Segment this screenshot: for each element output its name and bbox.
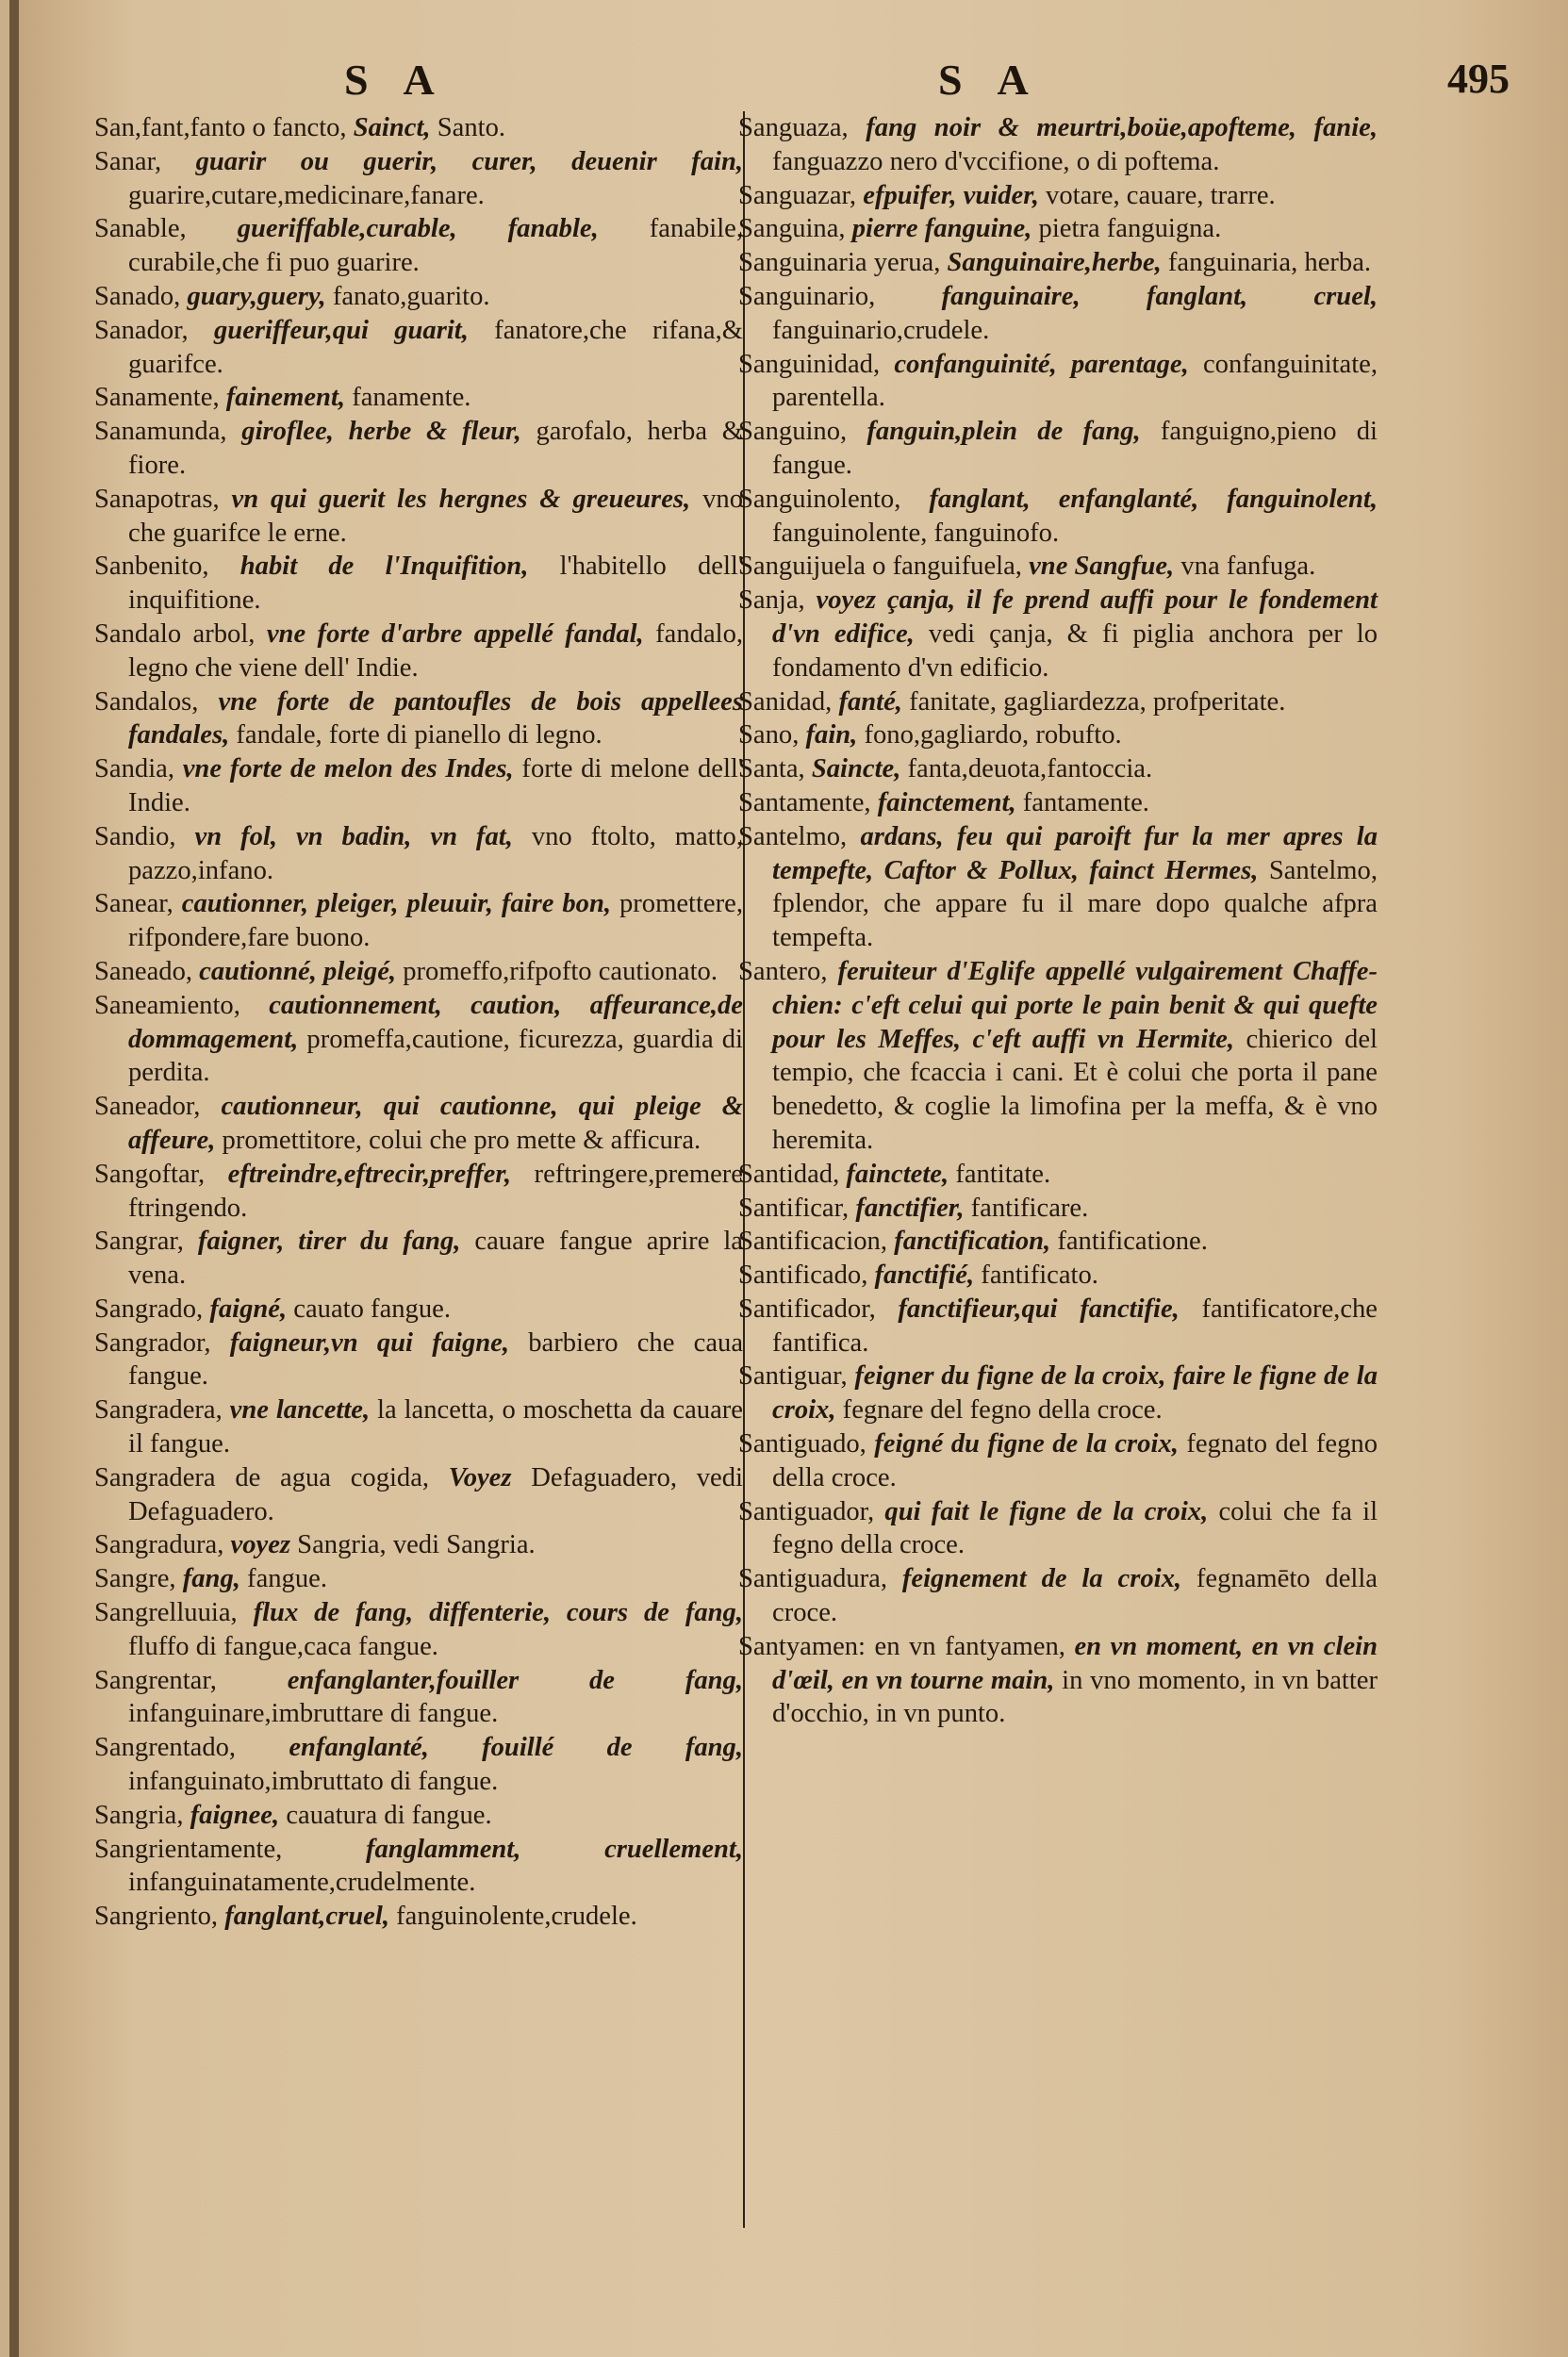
entry-french-gloss: vn qui guerit les hergnes & greueures, [231,484,691,514]
dictionary-entry [738,415,1378,483]
dictionary-entry [94,1833,743,1901]
entry-french-gloss: vne forte de melon des Indes, [182,754,514,784]
entry-headword: Santiguadura, [738,1564,888,1594]
entry-french-gloss: cautionneur, qui cautionne, qui pleige & affeure, [128,1092,744,1155]
dictionary-entry [94,314,743,382]
entry-italian-gloss: fangue. [247,1564,327,1594]
entry-french-gloss: voyez [230,1530,291,1560]
dictionary-entry [738,752,1378,786]
entry-italian-gloss: fantificatione. [1057,1227,1208,1257]
dictionary-entry [738,1495,1378,1563]
entry-italian-gloss: fanguigno,pieno di fangue. [772,417,1378,480]
entry-italian-gloss: vna fanfuga. [1180,552,1316,582]
dictionary-entry [94,111,743,145]
entry-headword: Saneador, [94,1092,201,1122]
dictionary-entry [94,1596,743,1664]
entry-italian-gloss: garofalo, herba & fiore. [128,417,743,480]
entry-headword: Saneamiento, [94,990,240,1020]
entry-headword: Sanador, [94,315,189,345]
dictionary-entry [94,381,743,415]
entry-headword: Sanguinario, [738,281,876,311]
entry-headword: Sanable, [94,214,187,244]
dictionary-entry [738,111,1378,179]
entry-headword: Sano, [738,720,800,750]
dictionary-entry [94,820,743,888]
dictionary-entry [94,1461,743,1529]
entry-french-gloss: vn fol, vn badin, vn fat, [194,821,513,851]
dictionary-entry [94,752,743,820]
entry-french-gloss: eftreindre,eftrecir,preffer, [227,1159,512,1189]
entry-french-gloss: fainctete, [846,1159,949,1189]
entry-italian-gloss: fanguinolente,crudele. [396,1902,637,1932]
entry-french-gloss: fanté, [838,686,902,717]
entry-italian-gloss: chierico del tempio, che fcaccia i cani. Et è colui che porta il pane benedetto, & coglie la limofina per la meffa, & è vno heremita. [772,1024,1378,1155]
dictionary-entry [94,1799,743,1833]
entry-italian-gloss: fanamente. [352,383,471,413]
entry-headword: Sandio, [94,821,176,851]
entry-headword: Sangrar, [94,1227,184,1257]
right-running-header: S A [938,56,1042,104]
entry-french-gloss: fanctifié, [874,1261,975,1291]
dictionary-entry [738,584,1378,684]
entry-italian-gloss: infanguinare,imbruttare di fangue. [128,1699,499,1729]
entry-headword: Saneado, [94,956,193,986]
entry-french-gloss: enfanglanté, fouillé de fang, [289,1733,743,1763]
entry-headword: Sangradera, [94,1395,223,1426]
dictionary-entry [738,483,1378,551]
entry-french-gloss: cautionnement, caution, affeurance,de dommagement, [128,990,743,1054]
dictionary-entry [94,1664,743,1732]
dictionary-entry [738,1293,1378,1360]
entry-italian-gloss: infanguinatamente,crudelmente. [128,1868,476,1898]
entry-french-gloss: fain, [805,720,858,750]
entry-headword: Santificador, [738,1294,876,1324]
entry-italian-gloss: fanguinario,crudele. [772,315,990,345]
entry-headword: Sangria, [94,1800,184,1830]
entry-italian-gloss: fanguinolente, fanguinofo. [772,518,1060,548]
dictionary-entry [738,1192,1378,1226]
entry-italian-gloss: promeffo,rifpofto cautionato. [403,956,718,986]
entry-french-gloss: fanglant,cruel, [224,1902,389,1932]
entry-french-gloss: fainement, [225,383,346,413]
entry-headword: Santa, [738,754,805,784]
entry-french-gloss: guary,guery, [187,281,326,311]
entry-french-gloss: vne lancette, [229,1395,371,1426]
entry-headword: Santificar, [738,1193,850,1223]
entry-headword: Sanja, [738,585,805,616]
dictionary-entry [738,179,1378,213]
dictionary-page [9,0,1568,2357]
dictionary-entry [738,1427,1378,1495]
dictionary-entry [738,1259,1378,1293]
entry-french-gloss: fanglant, enfanglanté, fanguinolent, [929,484,1378,514]
entry-headword: Sangradera de agua cogida, [94,1462,430,1492]
entry-french-gloss: faigné, [209,1294,288,1324]
entry-italian-gloss: fandale, forte di pianello di legno. [236,720,602,750]
dictionary-entry [738,1225,1378,1259]
dictionary-entry [94,989,743,1090]
entry-italian-gloss: fegnare del fegno della croce. [842,1395,1163,1426]
entry-headword: Sangrientamente, [94,1834,283,1864]
entry-italian-gloss: fanato,guarito. [332,281,490,311]
entry-italian-gloss: fanguazzo nero d'vccifione, o di poftema. [772,146,1220,176]
entry-headword: Sangrentar, [94,1665,217,1695]
dictionary-entry [738,786,1378,820]
entry-headword: Sangoftar, [94,1159,206,1189]
entry-headword: Sangrador, [94,1327,211,1358]
entry-italian-gloss: fantificato. [981,1261,1098,1291]
entry-italian-gloss: fantitate. [955,1159,1051,1189]
entry-headword: Santyamen: en vn fantyamen, [738,1631,1065,1661]
entry-headword: San,fant,fanto o fancto, [94,113,347,142]
dictionary-entry [94,618,743,685]
entry-headword: Sanguinidad, [738,349,881,379]
entry-italian-gloss: vno che guarifce le erne. [128,484,743,548]
entry-french-gloss: en vn moment, en vn clein d'œil, en vn tourne main, [772,1631,1378,1695]
entry-french-gloss: vne Sangfue, [1029,552,1175,582]
dictionary-entry [94,1528,743,1562]
entry-french-gloss: fanglamment, cruellement, [365,1834,743,1864]
entry-french-gloss: flux de fang, diffenterie, cours de fang, [253,1598,743,1628]
entry-headword: Sanguaza, [738,113,849,142]
dictionary-entry [738,212,1378,246]
entry-headword: Sanear, [94,889,173,919]
entry-headword: Sanado, [94,281,181,311]
entry-italian-gloss: cauare fangue aprire la vena. [128,1227,743,1291]
entry-headword: Santidad, [738,1159,840,1189]
entry-italian-gloss: vno ftolto, matto, pazzo,infano. [128,821,743,885]
entry-french-gloss: voyez çanja, il fe prend auffi pour le fondement d'vn edifice, [772,585,1378,649]
dictionary-entry [738,1158,1378,1192]
left-running-header: S A [344,56,448,104]
entry-french-gloss: fanctifier, [855,1193,965,1223]
entry-french-gloss: guarir ou guerir, curer, deuenir fain, [195,146,743,176]
dictionary-entry [94,955,743,989]
entry-italian-gloss: infanguinato,imbruttato di fangue. [128,1767,499,1797]
dictionary-entry [94,1158,743,1226]
entry-headword: Sanguino, [738,417,848,447]
dictionary-entry [94,1562,743,1596]
entry-french-gloss: feigner du figne de la croix, faire le figne de la croix, [772,1361,1378,1426]
dictionary-entry [94,483,743,551]
dictionary-entry [94,887,743,955]
entry-headword: Sangre, [94,1564,176,1594]
entry-french-gloss: faigner, tirer du fang, [197,1227,461,1257]
entry-french-gloss: gueriffeur,qui guarit, [214,315,469,345]
entry-french-gloss: fang noir & meurtri,boüe,apofteme, fanie, [866,113,1378,142]
entry-french-gloss: fanguin,plein de fang, [867,417,1141,447]
entry-headword: Sanguinolento, [738,484,901,514]
dictionary-entry [738,550,1378,584]
entry-italian-gloss: cauato fangue. [293,1294,451,1324]
entry-french-gloss: Sainct, [353,113,431,142]
entry-french-gloss: faigneur,vn qui faigne, [229,1327,510,1358]
dictionary-entry [94,1900,743,1934]
entry-french-gloss: Sanguinaire,herbe, [947,248,1162,278]
entry-french-gloss: fanctification, [894,1227,1051,1257]
entry-italian-gloss: fegnamēto della croce. [772,1564,1378,1628]
entry-italian-gloss: cauatura di fangue. [286,1800,492,1830]
entry-headword: Sanguina, [738,214,846,244]
entry-headword: Sanapotras, [94,484,220,514]
entry-french-gloss: qui fait le figne de la croix, [884,1496,1209,1526]
entry-french-gloss: cautionner, pleiger, pleuuir, faire bon, [181,889,612,919]
entry-headword: Sandalo arbol, [94,618,256,649]
entry-italian-gloss: Santelmo, fplendor, che appare fu il mare dopo qualche afpra tempefta. [772,855,1378,953]
entry-italian-gloss: colui che fa il fegno della croce. [772,1496,1378,1560]
entry-italian-gloss: fantificatore,che fantifica. [772,1294,1378,1358]
dictionary-entry [94,1293,743,1327]
entry-french-gloss: feigné du figne de la croix, [874,1429,1179,1459]
entry-french-gloss: feignement de la croix, [901,1564,1182,1594]
dictionary-entry [738,955,1378,1158]
entry-italian-gloss: Defaguadero, vedi Defaguadero. [128,1462,743,1526]
entry-italian-gloss: reftringere,premere ftringendo. [128,1159,743,1223]
dictionary-entry [738,348,1378,416]
dictionary-entry [94,145,743,213]
entry-italian-gloss: fono,gagliardo, robufto. [864,720,1122,750]
entry-headword: Sanguijuela o fanguifuela, [738,552,1022,582]
entry-headword: Sangriento, [94,1902,219,1932]
entry-headword: Santiguado, [738,1429,867,1459]
entry-italian-gloss: barbiero che caua fangue. [128,1327,744,1392]
entry-italian-gloss: fantificare. [970,1193,1089,1223]
entry-headword: Sanamente, [94,383,220,413]
entry-headword: Santiguar, [738,1361,848,1392]
entry-italian-gloss: in vno momento, in vn batter d'occhio, in vn punto. [772,1665,1378,1729]
left-column [94,111,743,1934]
dictionary-entry [738,820,1378,955]
entry-french-gloss: confanguinité, parentage, [894,349,1189,379]
entry-headword: Sangrelluuia, [94,1598,238,1628]
dictionary-entry [94,280,743,314]
entry-italian-gloss: fanta,deuota,fantoccia. [907,754,1153,784]
entry-italian-gloss: promettere, rifpondere,fare buono. [128,889,743,953]
entry-headword: Sangradura, [94,1530,224,1560]
entry-french-gloss: pierre fanguine, [851,214,1032,244]
entry-italian-gloss: pietra fanguigna. [1038,214,1222,244]
entry-headword: Sandia, [94,754,174,784]
entry-french-gloss: enfanglanter,fouiller de fang, [287,1665,743,1695]
dictionary-entry [94,1731,743,1799]
entry-headword: Sanidad, [738,686,833,717]
entry-headword: Santamente, [738,787,871,817]
entry-italian-gloss: fanitate, gagliardezza, profperitate. [909,686,1286,717]
dictionary-entry [738,685,1378,719]
dictionary-entry [738,1360,1378,1427]
entry-headword: Santificado, [738,1261,868,1291]
entry-italian-gloss: vedi çanja, & fi piglia anchora per lo fondamento d'vn edificio. [772,618,1378,683]
entry-french-gloss: fanctifieur,qui fanctifie, [898,1294,1180,1324]
entry-italian-gloss: promeffa,cautione, ficurezza, guardia di perdita. [128,1024,743,1088]
dictionary-entry [738,246,1378,280]
page-edge [9,0,19,2357]
entry-italian-gloss: confanguinitate, parentella. [772,349,1378,413]
entry-italian-gloss: la lancetta, o moschetta da cauare il fangue. [128,1395,743,1459]
entry-italian-gloss: fluffo di fangue,caca fangue. [128,1631,438,1661]
dictionary-entry [94,685,743,753]
right-column [738,111,1378,1731]
entry-italian-gloss: Sangria, vedi Sangria. [297,1530,536,1560]
entry-headword: Sangrado, [94,1294,204,1324]
entry-french-gloss: faignee, [190,1800,280,1830]
entry-italian-gloss: fanabile, curabile,che fi puo guarire. [128,214,744,278]
entry-italian-gloss: fanatore,che rifana,& guarifce. [128,315,743,379]
entry-french-gloss: gueriffable,curable, fanable, [237,214,599,244]
dictionary-entry [94,550,743,618]
entry-italian-gloss: fegnato del fegno della croce. [772,1429,1378,1492]
entry-italian-gloss: fandalo, legno che viene dell' Indie. [128,618,744,683]
dictionary-entry [738,1562,1378,1630]
entry-headword: Santiguador, [738,1496,875,1526]
dictionary-entry [94,212,743,280]
page-number: 495 [1447,56,1510,102]
dictionary-entry [738,1630,1378,1731]
entry-french-gloss: efpuifer, vuider, [863,180,1039,210]
dictionary-entry [94,1393,743,1461]
dictionary-entry [94,1090,743,1158]
entry-french-gloss: feruiteur d'Eglife appellé vulgairement Chaffe-chien: c'eft celui qui porte le pain benit & qui quefte pour les Meffes, c'eft auffi vn Hermite, [772,956,1378,1054]
entry-headword: Santificacion, [738,1227,888,1257]
dictionary-entry [94,1225,743,1293]
entry-french-gloss: fanguinaire, fanglant, cruel, [941,281,1378,311]
entry-italian-gloss: forte di melone dell' Indie. [128,754,743,817]
entry-headword: Sanguinaria yerua, [738,248,941,278]
entry-french-gloss: giroflee, herbe & fleur, [241,417,521,447]
entry-french-gloss: fang, [182,1564,240,1594]
entry-french-gloss: Saincte, [811,754,901,784]
entry-italian-gloss: promettitore, colui che pro mette & afficura. [222,1125,701,1155]
entry-french-gloss: cautionné, pleigé, [199,956,397,986]
dictionary-entry [94,415,743,483]
entry-headword: Sandalos, [94,686,199,717]
entry-italian-gloss: l'habitello dell' inquifitione. [128,552,743,616]
dictionary-entry [738,718,1378,752]
entry-headword: Sanguazar, [738,180,857,210]
entry-italian-gloss: guarire,cutare,medicinare,fanare. [128,180,485,210]
entry-italian-gloss: votare, cauare, trarre. [1046,180,1276,210]
entry-italian-gloss: Santo. [437,113,506,142]
entry-headword: Santelmo, [738,821,848,851]
entry-french-gloss: Voyez [448,1462,512,1492]
entry-headword: Sanar, [94,146,162,176]
entry-headword: Santero, [738,956,828,986]
entry-french-gloss: fainctement, [877,787,1016,817]
entry-french-gloss: habit de l'Inquifition, [239,552,529,582]
dictionary-entry [94,1327,743,1394]
entry-headword: Sanamunda, [94,417,227,447]
entry-french-gloss: vne forte de pantoufles de bois appellees fandales, [128,686,743,750]
entry-french-gloss: ardans, feu qui paroift fur la mer apres la tempefte, Caftor & Pollux, fainct Hermes, [772,821,1378,885]
entry-italian-gloss: fanguinaria, herba. [1167,248,1372,278]
entry-french-gloss: vne forte d'arbre appellé fandal, [266,618,644,649]
dictionary-entry [738,280,1378,348]
entry-headword: Sanbenito, [94,552,209,582]
entry-headword: Sangrentado, [94,1733,237,1763]
entry-italian-gloss: fantamente. [1022,787,1149,817]
